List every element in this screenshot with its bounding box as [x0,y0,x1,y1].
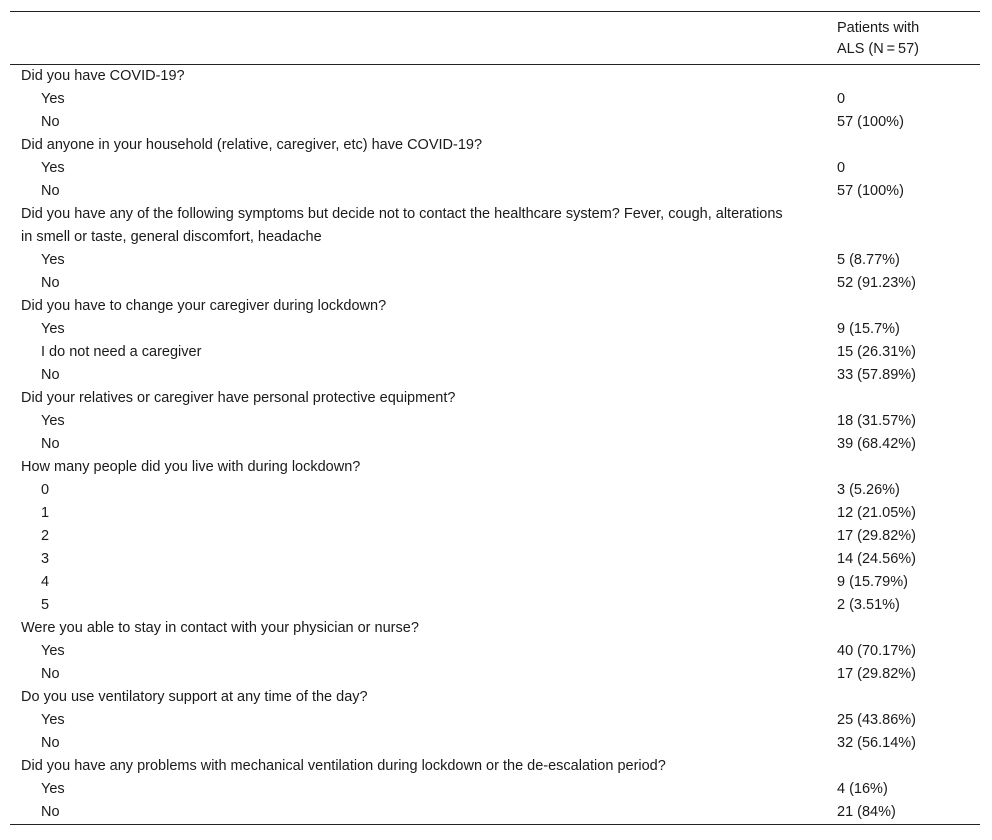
answer-row [10,548,980,571]
answer-label: No [41,804,60,820]
question-value-empty [837,295,980,318]
question-value-empty [837,686,980,709]
answer-label: 4 [41,574,50,590]
answer-value: 40 (70.17%) [837,643,916,659]
answer-value: 39 (68.42%) [837,436,916,452]
question-text: Did you have to change your caregiver during lockdown? [21,298,387,314]
answer-row [10,640,980,663]
answer-row [10,801,980,825]
header-label-cell [10,12,837,65]
question-row [10,456,980,479]
answer-label: Yes [41,252,65,268]
answer-value: 17 (29.82%) [837,666,916,682]
answer-row [10,249,980,272]
answer-row [10,594,980,617]
answer-value: 9 (15.79%) [837,574,908,590]
header-row [10,12,980,65]
answer-label: No [41,666,60,682]
answer-label: 2 [41,528,50,544]
question-text: Did you have any of the following symptoms but decide not to contact the healthcare system? Fever, cough, alterations in smell or taste, general discomfort, headache [21,206,783,245]
answer-value: 17 (29.82%) [837,528,916,544]
answer-value: 0 [837,91,846,107]
question-text: Do you use ventilatory support at any time of the day? [21,689,368,705]
question-row [10,295,980,318]
answer-row [10,663,980,686]
answer-row [10,341,980,364]
answer-value: 15 (26.31%) [837,344,916,360]
question-text: Were you able to stay in contact with your physician or nurse? [21,620,419,636]
question-text: Did your relatives or caregiver have personal protective equipment? [21,390,456,406]
question-text: How many people did you live with during lockdown? [21,459,361,475]
question-text: Did anyone in your household (relative, caregiver, etc) have COVID-19? [21,137,483,153]
question-row [10,387,980,410]
answer-row [10,318,980,341]
answer-row [10,157,980,180]
answer-label: 5 [41,597,50,613]
answer-value: 3 (5.26%) [837,482,900,498]
answer-row [10,364,980,387]
answer-value: 57 (100%) [837,114,904,130]
answer-label: Yes [41,91,65,107]
answer-value: 52 (91.23%) [837,275,916,291]
answer-row [10,272,980,295]
survey-table [10,11,980,825]
answer-row [10,525,980,548]
answer-value: 4 (16%) [837,781,888,797]
answer-value: 25 (43.86%) [837,712,916,728]
answer-label: No [41,735,60,751]
table-header [10,12,980,65]
answer-value: 5 (8.77%) [837,252,900,268]
question-value-empty [837,456,980,479]
answer-row [10,88,980,111]
answer-row [10,709,980,732]
answer-label: Yes [41,413,65,429]
answer-label: Yes [41,321,65,337]
answer-label: No [41,275,60,291]
answer-label: Yes [41,712,65,728]
answer-value: 12 (21.05%) [837,505,916,521]
answer-label: No [41,367,60,383]
question-row [10,134,980,157]
survey-table-container [10,11,980,825]
question-row [10,203,980,249]
header-value-cell: Patients with ALS (N = 57) [837,20,920,57]
answer-row [10,778,980,801]
answer-value: 14 (24.56%) [837,551,916,567]
question-row [10,686,980,709]
answer-label: Yes [41,160,65,176]
question-text: Did you have COVID-19? [21,68,185,84]
answer-value: 21 (84%) [837,804,896,820]
answer-label: No [41,183,60,199]
answer-label: 1 [41,505,50,521]
question-value-empty [837,203,980,249]
answer-row [10,111,980,134]
answer-value: 57 (100%) [837,183,904,199]
answer-label: No [41,436,60,452]
question-value-empty [837,755,980,778]
answer-label: Yes [41,781,65,797]
answer-label: 0 [41,482,50,498]
answer-value: 9 (15.7%) [837,321,900,337]
question-row [10,65,980,89]
answer-row [10,502,980,525]
answer-row [10,479,980,502]
answer-row [10,180,980,203]
answer-row [10,433,980,456]
answer-value: 2 (3.51%) [837,597,900,613]
answer-value: 32 (56.14%) [837,735,916,751]
answer-row [10,571,980,594]
question-value-empty [837,387,980,410]
answer-label: 3 [41,551,50,567]
answer-label: No [41,114,60,130]
answer-value: 0 [837,160,846,176]
question-row [10,617,980,640]
answer-label: I do not need a caregiver [41,344,202,360]
answer-value: 33 (57.89%) [837,367,916,383]
table-body [10,65,980,825]
question-value-empty [837,617,980,640]
question-text: Did you have any problems with mechanical ventilation during lockdown or the de-escalation period? [21,758,666,774]
question-row [10,755,980,778]
answer-label: Yes [41,643,65,659]
question-value-empty [837,65,980,89]
question-value-empty [837,134,980,157]
answer-value: 18 (31.57%) [837,413,916,429]
answer-row [10,732,980,755]
answer-row [10,410,980,433]
